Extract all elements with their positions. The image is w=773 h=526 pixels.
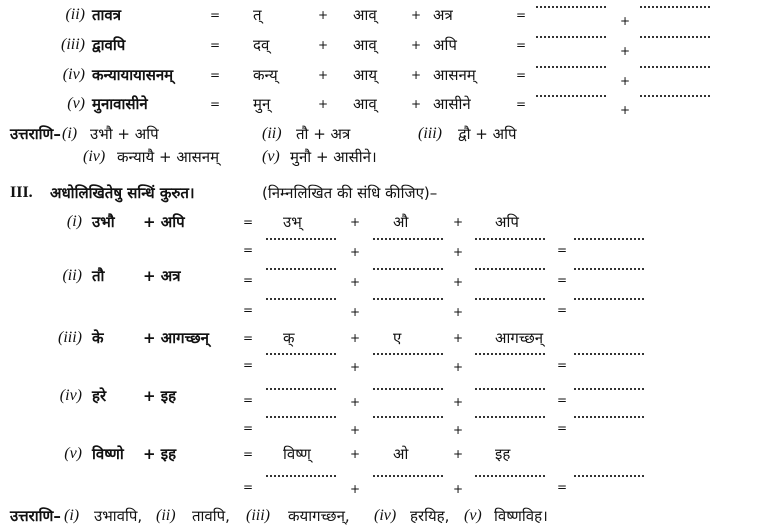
plus-sign: + xyxy=(350,447,361,461)
answer-blank[interactable] xyxy=(475,298,545,306)
answer-blank[interactable] xyxy=(574,298,644,306)
word-1: तौ xyxy=(92,267,105,285)
answer-blank[interactable] xyxy=(640,66,710,74)
split-part-2: आव् xyxy=(353,95,377,113)
split-part-1: दव् xyxy=(253,36,270,54)
split-part-3: आगच्छन् xyxy=(495,329,544,347)
answer-number: (ii) xyxy=(156,507,176,524)
equals-sign: = xyxy=(210,38,221,52)
answer-text: कन्यायै + आसनम् xyxy=(117,148,220,166)
answer-blank[interactable] xyxy=(373,268,443,276)
sandhi-word: कन्यायायासनम् xyxy=(92,66,174,84)
plus-sign: + xyxy=(453,215,464,229)
answer-blank[interactable] xyxy=(640,36,710,44)
split-part-2: आय् xyxy=(353,66,378,84)
split-part-1: विष्ण् xyxy=(283,445,311,463)
answer-blank[interactable] xyxy=(640,95,710,103)
item-number: (iv) xyxy=(59,387,82,404)
answer-blank[interactable] xyxy=(536,95,606,103)
split-part-1: उभ् xyxy=(283,213,302,231)
answer-text: द्वौ + अपि xyxy=(458,125,517,143)
answer-text: उभावपि, xyxy=(94,507,143,525)
answer-blank[interactable] xyxy=(266,268,336,276)
plus-sign: + xyxy=(620,103,631,117)
answer-blank[interactable] xyxy=(373,416,443,424)
word-1: विष्णो xyxy=(92,445,124,463)
answer-blank[interactable] xyxy=(475,238,545,246)
equals-sign: = xyxy=(557,358,568,372)
item-number: (iii) xyxy=(58,329,82,346)
answer-blank[interactable] xyxy=(574,268,644,276)
split-part-3: आसनम् xyxy=(433,66,476,84)
sandhi-word: मुनावासीने xyxy=(92,95,148,113)
answer-blank[interactable] xyxy=(373,388,443,396)
answer-text: विष्णविह। xyxy=(494,507,548,525)
answer-blank[interactable] xyxy=(475,475,545,483)
answer-number: (iv) xyxy=(83,148,106,165)
answer-text: तावपि, xyxy=(192,507,230,525)
plus-sign: + xyxy=(318,97,329,111)
equals-sign: = xyxy=(557,480,568,494)
answers-label: उत्तराणि– xyxy=(10,125,61,143)
section-subtitle: (निम्नलिखित की संधि कीजिए)– xyxy=(262,184,438,202)
answer-number: (ii) xyxy=(262,125,282,142)
answer-number: (v) xyxy=(262,148,280,165)
answer-blank[interactable] xyxy=(536,36,606,44)
answer-text: मुनौ + आसीने। xyxy=(290,148,377,166)
answer-blank[interactable] xyxy=(266,416,336,424)
equals-sign: = xyxy=(243,421,254,435)
answer-blank[interactable] xyxy=(373,353,443,361)
answer-blank[interactable] xyxy=(373,298,443,306)
plus-sign: + xyxy=(411,8,422,22)
answer-number: (iv) xyxy=(374,507,397,524)
item-number: (iv) xyxy=(62,66,85,83)
split-part-2: औ xyxy=(393,213,409,231)
plus-sign: + xyxy=(350,331,361,345)
word-1: उभौ xyxy=(92,213,115,231)
plus-sign: + xyxy=(350,482,361,496)
equals-sign: = xyxy=(243,215,254,229)
item-number: (i) xyxy=(66,213,82,230)
plus-sign: + xyxy=(620,74,631,88)
word-2: + इह xyxy=(143,387,177,405)
plus-sign: + xyxy=(350,423,361,437)
answer-blank[interactable] xyxy=(475,416,545,424)
split-part-2: आव् xyxy=(353,6,377,24)
plus-sign: + xyxy=(453,360,464,374)
word-2: + आगच्छन् xyxy=(143,329,209,347)
answer-text: हरयिह, xyxy=(410,507,450,525)
answer-blank[interactable] xyxy=(574,238,644,246)
split-part-3: आसीने xyxy=(433,95,471,113)
answer-blank[interactable] xyxy=(640,6,710,14)
plus-sign: + xyxy=(453,275,464,289)
equals-sign: = xyxy=(243,393,254,407)
answer-number: (v) xyxy=(464,507,482,524)
equals-sign: = xyxy=(243,447,254,461)
item-number: (v) xyxy=(64,445,82,462)
equals-sign: = xyxy=(210,97,221,111)
equals-sign: = xyxy=(243,358,254,372)
plus-sign: + xyxy=(453,305,464,319)
split-part-2: ए xyxy=(393,329,402,347)
item-number: (iii) xyxy=(61,36,85,53)
plus-sign: + xyxy=(620,14,631,28)
equals-sign: = xyxy=(557,303,568,317)
equals-sign: = xyxy=(243,273,254,287)
item-number: (ii) xyxy=(62,267,82,284)
split-part-2: आव् xyxy=(353,36,377,54)
plus-sign: + xyxy=(318,8,329,22)
equals-sign: = xyxy=(516,68,527,82)
answer-blank[interactable] xyxy=(536,6,606,14)
sandhi-word: तावत्र xyxy=(92,6,122,24)
split-part-3: अपि xyxy=(433,36,457,54)
word-2: + अत्र xyxy=(143,267,181,285)
word-1: हरे xyxy=(92,387,107,405)
section-numeral: III. xyxy=(10,184,33,201)
plus-sign: + xyxy=(350,275,361,289)
answer-blank[interactable] xyxy=(574,353,644,361)
answer-blank[interactable] xyxy=(475,353,545,361)
answer-blank[interactable] xyxy=(574,416,644,424)
word-1: के xyxy=(92,329,104,347)
answer-blank[interactable] xyxy=(574,388,644,396)
equals-sign: = xyxy=(557,273,568,287)
split-part-1: त् xyxy=(253,6,262,24)
word-2: + इह xyxy=(143,445,177,463)
sandhi-word: द्वावपि xyxy=(92,36,126,54)
plus-sign: + xyxy=(620,44,631,58)
section-title: अधोलिखितेषु सन्धिं कुरुत। xyxy=(50,184,195,202)
plus-sign: + xyxy=(453,331,464,345)
plus-sign: + xyxy=(350,395,361,409)
answer-blank[interactable] xyxy=(475,388,545,396)
plus-sign: + xyxy=(350,360,361,374)
plus-sign: + xyxy=(411,38,422,52)
equals-sign: = xyxy=(516,38,527,52)
plus-sign: + xyxy=(453,447,464,461)
answer-blank[interactable] xyxy=(266,238,336,246)
split-part-1: क् xyxy=(283,329,295,347)
answers-label: उत्तराणि– xyxy=(10,507,61,525)
word-2: + अपि xyxy=(143,213,185,231)
split-part-1: कन्य् xyxy=(253,66,278,84)
answer-blank[interactable] xyxy=(266,353,336,361)
equals-sign: = xyxy=(243,243,254,257)
answer-blank[interactable] xyxy=(475,268,545,276)
answer-blank[interactable] xyxy=(266,388,336,396)
split-part-3: अत्र xyxy=(433,6,453,24)
plus-sign: + xyxy=(411,97,422,111)
answer-number: (iii) xyxy=(246,507,270,524)
equals-sign: = xyxy=(557,421,568,435)
equals-sign: = xyxy=(516,97,527,111)
answer-blank[interactable] xyxy=(373,475,443,483)
plus-sign: + xyxy=(350,305,361,319)
answer-number: (i) xyxy=(62,125,78,142)
answer-blank[interactable] xyxy=(373,238,443,246)
equals-sign: = xyxy=(210,68,221,82)
plus-sign: + xyxy=(350,215,361,229)
answer-text: तौ + अत्र xyxy=(296,125,351,143)
equals-sign: = xyxy=(243,480,254,494)
split-part-3: इह xyxy=(495,445,511,463)
answer-text: उभौ + अपि xyxy=(90,125,159,143)
equals-sign: = xyxy=(243,331,254,345)
equals-sign: = xyxy=(210,8,221,22)
plus-sign: + xyxy=(453,245,464,259)
equals-sign: = xyxy=(516,8,527,22)
answer-blank[interactable] xyxy=(574,475,644,483)
plus-sign: + xyxy=(453,423,464,437)
split-part-1: मुन् xyxy=(253,95,271,113)
answer-text: कयागच्छन्, xyxy=(288,507,350,525)
plus-sign: + xyxy=(453,395,464,409)
item-number: (ii) xyxy=(65,6,85,23)
answer-blank[interactable] xyxy=(266,475,336,483)
split-part-2: ओ xyxy=(393,445,409,463)
answer-blank[interactable] xyxy=(536,66,606,74)
equals-sign: = xyxy=(243,303,254,317)
split-part-3: अपि xyxy=(495,213,519,231)
plus-sign: + xyxy=(350,245,361,259)
equals-sign: = xyxy=(557,243,568,257)
plus-sign: + xyxy=(318,68,329,82)
answer-number: (i) xyxy=(64,507,80,524)
plus-sign: + xyxy=(318,38,329,52)
equals-sign: = xyxy=(557,393,568,407)
plus-sign: + xyxy=(411,68,422,82)
plus-sign: + xyxy=(453,482,464,496)
answer-number: (iii) xyxy=(418,125,442,142)
answer-blank[interactable] xyxy=(266,298,336,306)
item-number: (v) xyxy=(67,95,85,112)
